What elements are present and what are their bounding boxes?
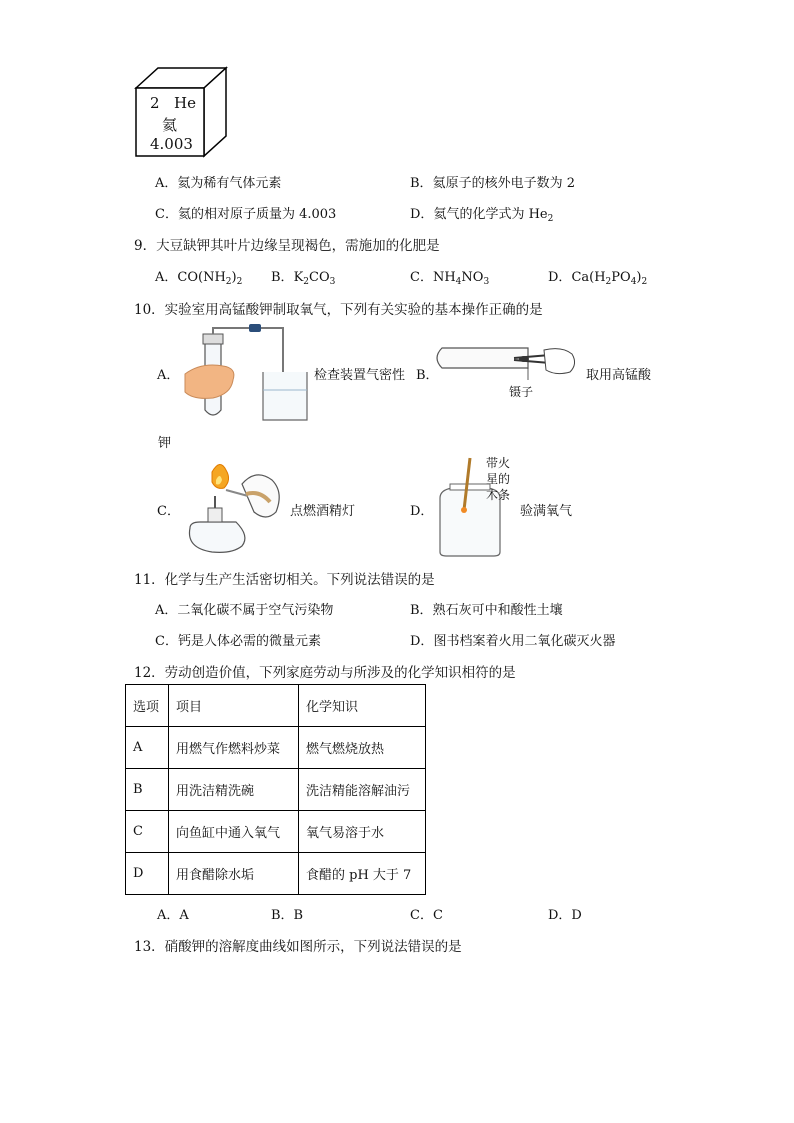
table-cell: B bbox=[126, 769, 169, 811]
hand-icon bbox=[544, 349, 575, 374]
q12-option-b[interactable]: B．B bbox=[271, 908, 304, 923]
q9-option-b[interactable] bbox=[271, 266, 335, 285]
table-row bbox=[126, 727, 426, 769]
formula-part: CO bbox=[309, 270, 330, 285]
alcohol-lamp-image bbox=[176, 456, 288, 556]
q10-option-d-text: 验满氧气 bbox=[520, 504, 573, 519]
table-cell: C bbox=[126, 811, 169, 853]
subscript: 4 bbox=[455, 277, 462, 287]
q13-stem: 13．硝酸钾的溶解度曲线如图所示，下列说法错误的是 bbox=[134, 939, 462, 955]
q11-stem: 11．化学与生产生活密切相关。下列说法错误的是 bbox=[134, 572, 435, 588]
q12-stem: 12．劳动创造价值，下列家庭劳动与所涉及的化学知识相符的是 bbox=[134, 665, 516, 681]
tweezers-label: 镊子 bbox=[509, 385, 534, 399]
option-letter: D． bbox=[410, 207, 434, 222]
option-letter: D． bbox=[548, 270, 572, 285]
q8-option-c[interactable] bbox=[155, 203, 336, 222]
glowing-tip-icon bbox=[461, 507, 467, 513]
table-cell: 氧气易溶于水 bbox=[299, 811, 426, 853]
table-row bbox=[126, 811, 426, 853]
q10-option-b-text-cont: 钾 bbox=[158, 436, 172, 451]
formula-part: CO(NH bbox=[177, 270, 226, 285]
option-text: 钙是人体必需的微量元素 bbox=[177, 634, 321, 649]
option-letter: C． bbox=[155, 634, 178, 649]
q10-option-d-letter[interactable]: D． bbox=[410, 504, 434, 519]
subscript: 2 bbox=[225, 277, 232, 287]
subscript: 4 bbox=[630, 277, 637, 287]
option-letter: A． bbox=[155, 270, 178, 285]
option-letter: B． bbox=[271, 270, 294, 285]
q8-option-a[interactable] bbox=[155, 172, 281, 191]
table-cell: A bbox=[126, 727, 169, 769]
splint-label-line-1: 带火 bbox=[486, 456, 511, 470]
q10-option-c-text: 点燃酒精灯 bbox=[290, 504, 356, 519]
formula-part: PO bbox=[611, 270, 631, 285]
q8-option-d[interactable] bbox=[410, 203, 553, 222]
q10-stem: 10．实验室用高锰酸钾制取氧气，下列有关实验的基本操作正确的是 bbox=[134, 302, 543, 318]
table-cell: 用洗洁精洗碗 bbox=[169, 769, 299, 811]
airtightness-apparatus-image bbox=[183, 322, 313, 424]
option-letter: B． bbox=[410, 603, 433, 618]
q10-option-a-text: 检查装置气密性 bbox=[314, 368, 406, 383]
q10-option-b-letter[interactable]: B． bbox=[416, 368, 439, 383]
option-text: 二氧化碳不属于空气污染物 bbox=[177, 603, 334, 618]
table-row bbox=[126, 769, 426, 811]
option-letter: D． bbox=[410, 634, 434, 649]
q11-option-d[interactable] bbox=[410, 630, 615, 649]
q11-option-c[interactable] bbox=[155, 630, 321, 649]
splint-label-line-2: 星的 bbox=[486, 472, 511, 486]
option-letter: C． bbox=[410, 270, 433, 285]
q9-stem: 9．大豆缺钾其叶片边缘呈现褐色，需施加的化肥是 bbox=[134, 238, 440, 254]
q8-option-b[interactable] bbox=[410, 172, 575, 191]
q12-table bbox=[125, 684, 426, 895]
option-text: 氦原子的核外电子数为 2 bbox=[432, 176, 575, 191]
table-header-cell: 项目 bbox=[169, 685, 299, 727]
q10-option-a-letter[interactable]: A． bbox=[157, 368, 180, 383]
q12-option-a[interactable]: A．A bbox=[157, 908, 189, 923]
option-text: 熟石灰可中和酸性土壤 bbox=[432, 603, 563, 618]
subscript: 3 bbox=[483, 277, 490, 287]
q10-option-c-letter[interactable]: C． bbox=[157, 504, 180, 519]
formula-part: K bbox=[293, 270, 304, 285]
option-letter: A． bbox=[155, 176, 178, 191]
q11-option-b[interactable] bbox=[410, 599, 563, 618]
option-letter: C． bbox=[155, 207, 178, 222]
q9-option-a[interactable] bbox=[155, 266, 242, 285]
q9-option-d[interactable] bbox=[548, 266, 647, 285]
table-cell: D bbox=[126, 853, 169, 895]
option-letter: B． bbox=[410, 176, 433, 191]
formula-part: NH bbox=[432, 270, 456, 285]
table-cell: 食醋的 pH 大于 7 bbox=[299, 853, 426, 895]
element-mass: 4.003 bbox=[150, 135, 193, 153]
option-text: 氦气的化学式为 He bbox=[433, 207, 548, 222]
table-header-cell: 选项 bbox=[126, 685, 169, 727]
table-row bbox=[126, 853, 426, 895]
option-letter: A． bbox=[155, 603, 178, 618]
subscript: 2 bbox=[236, 277, 243, 287]
element-symbol: He bbox=[174, 94, 196, 112]
q11-option-a[interactable] bbox=[155, 599, 333, 618]
q12-option-c[interactable]: C．C bbox=[410, 908, 443, 923]
table-cell: 洗洁精能溶解油污 bbox=[299, 769, 426, 811]
table-cell: 用燃气作燃料炒菜 bbox=[169, 727, 299, 769]
element-name: 氦 bbox=[162, 116, 178, 134]
element-number: 2 bbox=[150, 94, 160, 112]
q9-option-c[interactable] bbox=[410, 266, 489, 285]
table-cell: 用食醋除水垢 bbox=[169, 853, 299, 895]
option-text: 氦的相对原子质量为 4.003 bbox=[177, 207, 337, 222]
subscript: 2 bbox=[605, 277, 612, 287]
table-header-row bbox=[126, 685, 426, 727]
q10-option-b-text: 取用高锰酸 bbox=[586, 368, 652, 383]
formula-part: NO bbox=[461, 270, 484, 285]
formula-part: Ca(H bbox=[571, 270, 606, 285]
table-header-cell: 化学知识 bbox=[299, 685, 426, 727]
option-text: 氦为稀有气体元素 bbox=[177, 176, 282, 191]
hand-icon bbox=[185, 365, 234, 398]
subscript: 2 bbox=[641, 277, 648, 287]
option-text: 图书档案着火用二氧化碳灭火器 bbox=[433, 634, 616, 649]
test-tube-tweezers-image bbox=[432, 340, 582, 400]
formula-part: ) bbox=[636, 270, 642, 285]
table-cell: 向鱼缸中通入氧气 bbox=[169, 811, 299, 853]
q12-option-d[interactable]: D．D bbox=[548, 908, 582, 923]
table-cell: 燃气燃烧放热 bbox=[299, 727, 426, 769]
formula-part: ) bbox=[231, 270, 237, 285]
subscript: 3 bbox=[329, 277, 336, 287]
splint-label-line-3: 木条 bbox=[486, 488, 511, 502]
subscript: 2 bbox=[303, 277, 310, 287]
subscript: 2 bbox=[547, 214, 554, 224]
